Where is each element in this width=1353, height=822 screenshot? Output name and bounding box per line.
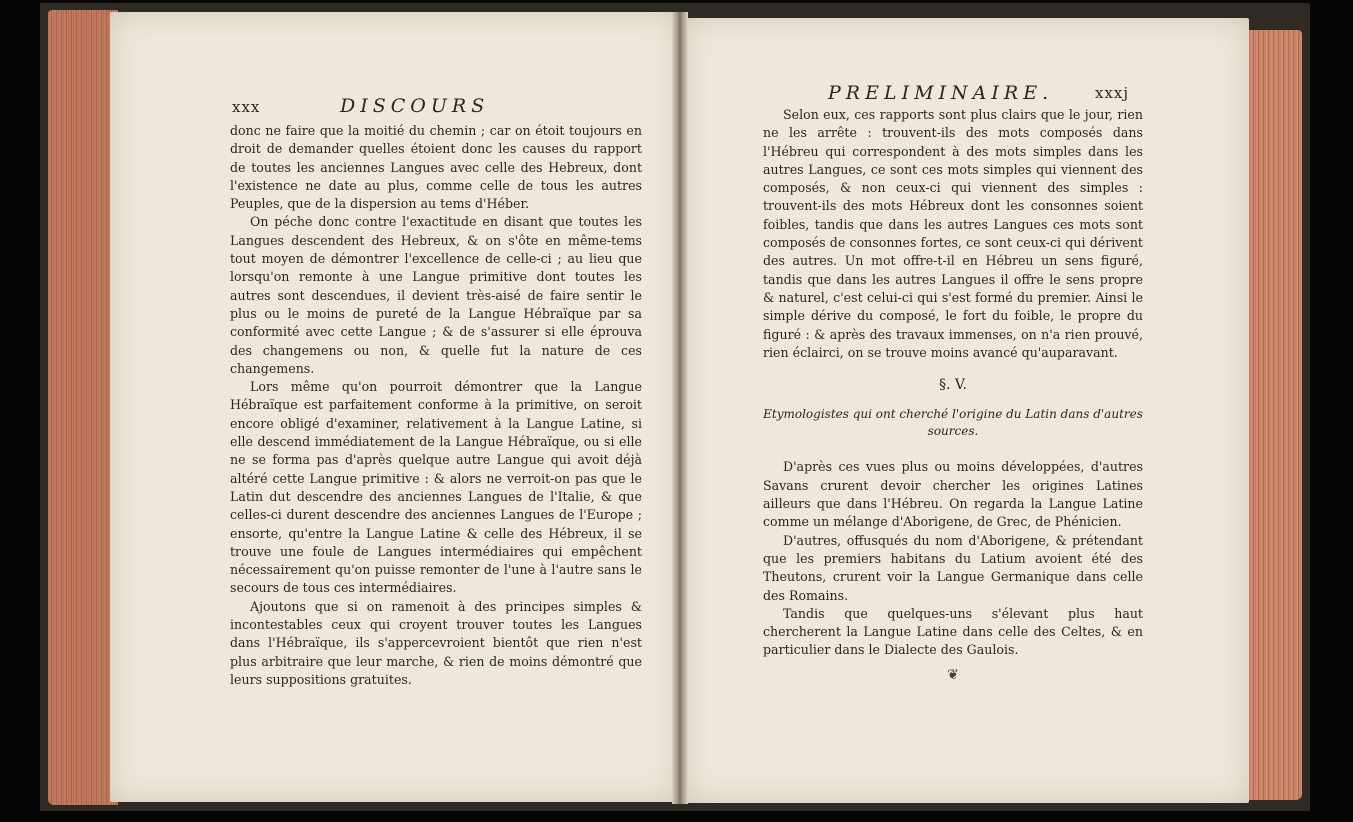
book-gutter xyxy=(672,12,688,804)
left-paragraph-2: On péche donc contre l'exactitude en disant que toutes les Langues descendent des Hebreux, & on s'ôte en même-tems tout moyen de démontrer l'excellence de celle-ci ; au lieu que lorsqu'on remonte à une Langue primitive dont toutes les autres sont descendues, il devient très-aisé de faire sentir le plus ou le moins de pureté de la Langue Hébraïque par sa conformité avec cette Langue ; & de s'assurer si elle éprouva des changemens ou non, & quelle fut la nature de ces changemens. xyxy=(230,214,642,376)
right-page-edges xyxy=(1240,30,1302,800)
left-page-text xyxy=(230,122,642,689)
right-running-title: PRELIMINAIRE. xyxy=(828,82,1054,104)
left-paragraph-3: Lors même qu'on pourroit démontrer que la Langue Hébraïque est parfaitement conforme à la primitive, on seroit encore obligé d'examiner, relativement à la Langue Latine, si elle descend immédiatement de la Langue Hébraïque, ou si elle ne se forma pas d'après quelque autre Langue qui avoit déjà altéré cette Langue primitive : & alors ne verroit-on pas que le Latin dut descendre des anciennes Langues de l'Italie, & que celles-ci durent descendre des anciennes Langues de l'Europe ; ensorte, qu'entre la Langue Latine & celle des Hébreux, il se trouve une foule de Langues intermédiaires qui empêchent nécessairement qu'on puisse remonter de l'une à l'autre sans le secours de tous ces intermédiaires. xyxy=(230,379,642,596)
left-page-number: xxx xyxy=(232,98,261,116)
section-title: Etymologistes qui ont cherché l'origine du Latin dans d'autres sources. xyxy=(763,407,1143,439)
fleuron-ornament-icon: ❦ xyxy=(947,666,959,683)
right-page-number: xxxj xyxy=(1095,84,1130,102)
left-page-edges xyxy=(48,10,118,805)
right-paragraph-3: D'autres, offusqués du nom d'Aborigene, & prétendant que les premiers habitans du Latium avoient été des Theutons, crurent voir la Langue Germanique dans celle des Romains. xyxy=(763,532,1143,603)
right-page-text xyxy=(763,106,1143,684)
section-number: §. V. xyxy=(938,377,967,394)
right-paragraph-4: Tandis que quelques-uns s'élevant plus haut chercherent la Langue Latine dans celle des Celtes, & en particulier dans le Dialecte des Gaulois. xyxy=(763,605,1143,658)
left-running-title: DISCOURS xyxy=(340,95,490,117)
left-paragraph-4: Ajoutons que si on ramenoit à des principes simples & incontestables ceux qui croyent trouver toutes les Langues dans l'Hébraïque, ils s'appercevroient bientôt que rien n'est plus arbitraire que leur marche, & rien de moins démontré que leurs suppositions gratuites. xyxy=(230,598,642,687)
left-paragraph-1: donc ne faire que la moitié du chemin ; car on étoit toujours en droit de demander quelles étoient donc les causes du rapport de toutes les anciennes Langues avec celle des Hebreux, dont l'existence ne date au plus, comme celle de tous les autres Peuples, que de la dispersion au tems d'Héber. xyxy=(230,123,642,212)
right-paragraph-2: D'après ces vues plus ou moins développées, d'autres Savans crurent devoir chercher les origines Latines ailleurs que dans l'Hébreu. On regarda la Langue Latine comme un mélange d'Aborigene, de Grec, de Phénicien. xyxy=(763,459,1143,530)
right-paragraph-1: Selon eux, ces rapports sont plus clairs que le jour, rien ne les arrête : trouvent-ils des mots composés dans l'Hébreu qui correspondent à des mots simples dans les autres Langues, ce sont ces mots simples qui viennent des composés, & non ceux-ci qui viennent des simples : trouvent-ils des mots Hébreux dont les consonnes soient foibles, tandis que dans les autres Langues ces mots sont composés de consonnes fortes, ce sont ceux-ci qui dérivent des autres. Un mot offre-t-il en Hébreu un sens figuré, tandis que dans les autres Langues il offre le sens propre & naturel, c'est celui-ci qui s'est formé du premier. Ainsi le simple dérive du composé, le fort du foible, le propre du figuré : & après des travaux immenses, on n'a rien prouvé, rien éclairci, on se trouve moins avancé qu'auparavant. xyxy=(763,107,1143,360)
